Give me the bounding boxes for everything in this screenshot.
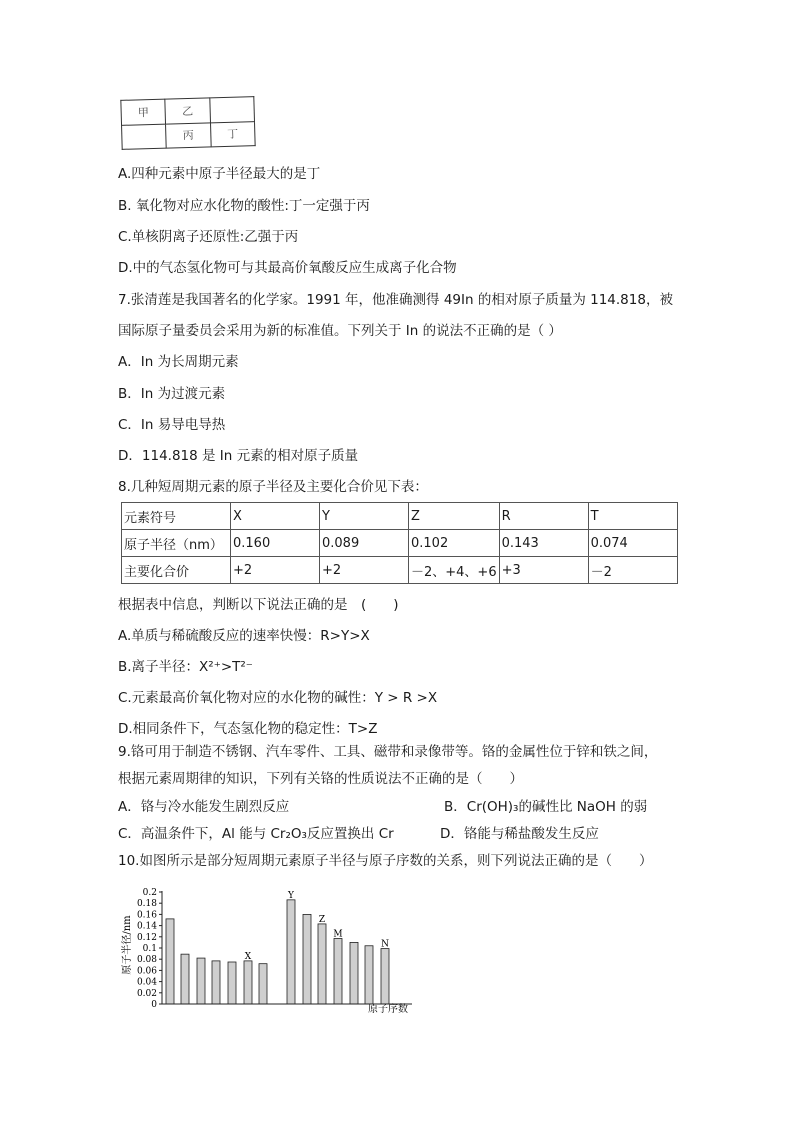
q7-option-c: C．In 易导电导热	[118, 417, 226, 433]
cell	[122, 124, 167, 150]
cell	[209, 97, 254, 123]
bar	[303, 914, 311, 1004]
bar	[197, 958, 205, 1004]
q7-option-a: A．In 为长周期元素	[118, 354, 239, 370]
table-row	[122, 557, 678, 584]
q8-option-a: A.单质与稀硫酸反应的速率快慢：R>Y>X	[118, 628, 370, 644]
bar-label: M	[333, 929, 343, 940]
element-position-table	[120, 96, 255, 150]
q7-option-b: B．In 为过渡元素	[118, 386, 226, 402]
table-cell: Y	[320, 503, 409, 530]
bar	[318, 924, 326, 1004]
table-cell: 0.160	[231, 530, 320, 557]
y-tick-label: 0.1	[142, 944, 157, 954]
bar	[350, 942, 358, 1004]
x-axis-label: 原子序数	[368, 1004, 408, 1015]
table-cell: X	[231, 503, 320, 530]
table-cell: 原子半径（nm）	[122, 530, 231, 557]
y-tick-label: 0.12	[136, 932, 157, 943]
table-row	[122, 503, 678, 530]
bar-label: Y	[288, 890, 294, 901]
table-cell: 主要化合价	[122, 557, 231, 584]
q9-option-b: B．Cr(OH)₃的碱性比 NaOH 的弱	[444, 799, 648, 815]
bar-label: Z	[318, 914, 326, 925]
radius-bar-chart	[118, 883, 418, 1018]
q8-after-text: 根据表中信息，判断以下说法正确的是 ( )	[118, 597, 399, 613]
y-tick-label: 0	[151, 1000, 157, 1010]
table-cell: －2、+4、+6	[409, 557, 500, 584]
table-row	[122, 530, 678, 557]
bar	[166, 919, 174, 1004]
bar-label: X	[244, 951, 252, 962]
y-tick-label: 0.16	[136, 910, 157, 921]
y-tick-label: 0.06	[136, 966, 157, 977]
cell: 甲	[121, 99, 166, 125]
y-tick-label: 0.14	[136, 921, 157, 932]
table-cell: +2	[231, 557, 320, 584]
q8-option-d: D.相同条件下，气态氢化物的稳定性：T>Z	[118, 721, 378, 737]
bar	[287, 900, 295, 1004]
bar	[381, 949, 389, 1004]
y-tick-label: 0.2	[142, 888, 157, 898]
bar	[181, 954, 189, 1004]
q6-option-b: B. 氧化物对应水化物的酸性:丁一定强于丙	[118, 198, 370, 214]
y-tick-label: 0.18	[136, 899, 157, 910]
q8-option-b: B.离子半径：X²⁺>T²⁻	[118, 659, 253, 675]
table-cell: 元素符号	[122, 503, 231, 530]
q8-element-table	[121, 502, 678, 584]
table-cell: 0.074	[588, 530, 677, 557]
q8-stem: 8.几种短周期元素的原子半径及主要化合价见下表：	[118, 479, 428, 495]
table-cell: +3	[499, 557, 588, 584]
q10-stem: 10.如图所示是部分短周期元素原子半径与原子序数的关系，则下列说法正确的是（ ）	[118, 853, 653, 869]
bar	[259, 964, 267, 1004]
q9-option-a: A．铬与冷水能发生剧烈反应	[118, 799, 290, 815]
bar	[228, 962, 236, 1004]
bar	[244, 961, 252, 1004]
table-cell: T	[588, 503, 677, 530]
q9-stem-line1: 9.铬可用于制造不锈钢、汽车零件、工具、磁带和录像带等。铬的金属性位于锌和铁之间，	[118, 744, 658, 760]
q6-option-a: A.四种元素中原子半径最大的是丁	[118, 166, 321, 182]
table-cell: －2	[588, 557, 677, 584]
q8-option-c: C.元素最高价氧化物对应的水化物的碱性：Y > R >X	[118, 690, 438, 706]
q6-option-d: D.中的气态氢化物可与其最高价氧酸反应生成离子化合物	[118, 260, 457, 276]
cell: 丙	[166, 122, 211, 148]
q9-stem-line2: 根据元素周期律的知识，下列有关铬的性质说法不正确的是（ ）	[118, 771, 523, 787]
y-axis-label: 原子半径/nm	[122, 915, 133, 975]
table-cell: 0.089	[320, 530, 409, 557]
table-cell: 0.102	[409, 530, 500, 557]
y-tick-label: 0.08	[136, 955, 157, 966]
bar	[365, 946, 373, 1004]
table-cell: Z	[409, 503, 500, 530]
cell: 乙	[165, 98, 210, 124]
y-tick-label: 0.04	[136, 977, 157, 988]
q7-stem-line1: 7.张清莲是我国著名的化学家。1991 年，他准确测得 49In 的相对原子质量为 114.818，被	[118, 292, 673, 308]
table-cell: +2	[320, 557, 409, 584]
q9-option-d: D．铬能与稀盐酸发生反应	[440, 826, 599, 842]
bar-label: N	[381, 939, 389, 950]
table-cell: 0.143	[499, 530, 588, 557]
table-cell: R	[499, 503, 588, 530]
q7-option-d: D．114.818 是 In 元素的相对原子质量	[118, 448, 359, 464]
bar	[334, 938, 342, 1004]
q6-option-c: C.单核阴离子还原性:乙强于丙	[118, 229, 299, 245]
y-tick-label: 0.02	[136, 988, 157, 999]
cell: 丁	[210, 121, 255, 147]
q7-stem-line2: 国际原子量委员会采用为新的标准值。下列关于 In 的说法不正确的是（ ）	[118, 323, 562, 339]
bar	[212, 961, 220, 1004]
q9-option-c: C．高温条件下，Al 能与 Cr₂O₃反应置换出 Cr	[118, 826, 394, 842]
